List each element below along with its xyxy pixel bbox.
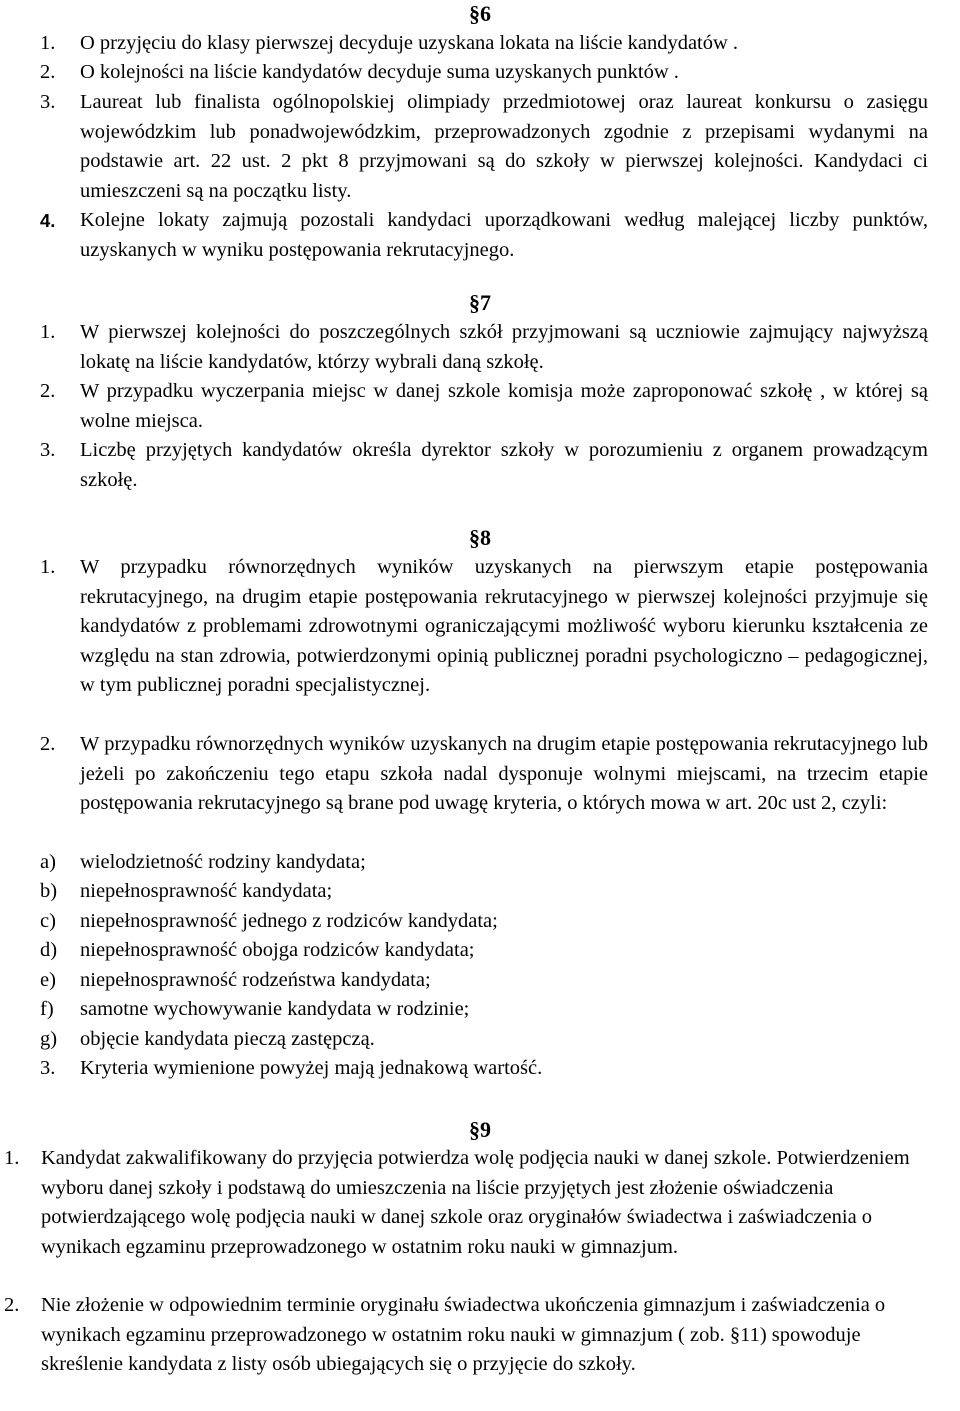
criteria-item-c	[40, 907, 920, 937]
criteria-item-e	[40, 966, 920, 996]
paragraph-8-3	[40, 1054, 920, 1084]
paragraph-number: 3.	[40, 439, 56, 461]
paragraph-9-1	[4, 1144, 954, 1296]
section-heading-8: §8	[469, 525, 491, 550]
criteria-text: niepełnosprawność kandydata;	[80, 880, 333, 902]
criteria-letter: a)	[40, 851, 56, 873]
criteria-item-a	[40, 848, 920, 878]
paragraph-number: 1.	[4, 1147, 20, 1169]
criteria-item-b	[40, 877, 920, 907]
paragraph-number: 1.	[40, 556, 56, 578]
paragraph-number: 2.	[40, 733, 56, 755]
section-heading-6: §6	[469, 1, 491, 26]
criteria-letter: g)	[40, 1028, 58, 1050]
criteria-letter: d)	[40, 939, 58, 961]
paragraph-number: 1.	[40, 32, 56, 54]
paragraph-number: 4.	[40, 210, 56, 231]
criteria-text: wielodzietność rodziny kandydata;	[80, 851, 366, 873]
section-heading-9: §9	[469, 1117, 491, 1142]
paragraph-6-2	[40, 58, 920, 88]
paragraph-text: Kryteria wymienione powyżej mają jednakową wartość.	[80, 1057, 543, 1079]
paragraph-number: 2.	[40, 61, 56, 83]
paragraph-number: 3.	[40, 1057, 56, 1079]
criteria-letter: b)	[40, 880, 58, 902]
paragraph-text: Nie złożenie w odpowiednim terminie oryginału świadectwa ukończenia gimnazjum i zaświadczenia o wynikach egzaminu przeprowadzonego w ostatnim roku nauki w gimnazjum ( zob. §11) spowoduje skreślenie kandydata z listy osób ubiegających się o przyjęcie do szkoły.	[41, 1294, 886, 1376]
paragraph-7-3	[40, 436, 930, 498]
criteria-text: objęcie kandydata pieczą zastępczą.	[80, 1028, 375, 1050]
paragraph-text: W przypadku wyczerpania miejsc w danej szkole komisja może zaproponować szkołę , w której są wolne miejsca.	[80, 380, 928, 432]
paragraph-text: W pierwszej kolejności do poszczególnych szkół przyjmowani są uczniowie zajmujący najwyższą lokatę na liście kandydatów, którzy wybrali daną szkołę.	[80, 321, 928, 373]
paragraph-text: W przypadku równorzędnych wyników uzyskanych na pierwszym etapie postępowania rekrutacyjnego, na drugim etapie postępowania rekrutacyjnego w pierwszej kolejności przyjmuje się kandydatów z problemami zdrowotnymi ograniczającymi możliwość wyboru kierunku kształcenia ze względu na stan zdrowia, potwierdzonymi opinią publicznej poradni psychologiczno – pedagogicznej, w tym publicznej poradni specjalistycznej.	[80, 556, 928, 697]
paragraph-8-2	[40, 730, 930, 852]
paragraph-text: Kolejne lokaty zajmują pozostali kandydaci uporządkowani według malejącej liczby punktów, uzyskanych w wyniku postępowania rekrutacyjnego.	[80, 209, 928, 261]
paragraph-number: 3.	[40, 91, 56, 113]
criteria-text: niepełnosprawność obojga rodziców kandydata;	[80, 939, 475, 961]
criteria-item-f	[40, 995, 920, 1025]
paragraph-9-2	[4, 1291, 954, 1411]
paragraph-6-1	[40, 29, 920, 59]
criteria-letter: f)	[40, 998, 54, 1020]
paragraph-text: Laureat lub finalista ogólnopolskiej olimpiady przedmiotowej oraz laureat konkursu o zasięgu wojewódzkim lub ponadwojewódzkim, przeprowadzonych zgodnie z przepisami wydanymi na podstawie art. 22 ust. 2 pkt 8 przyjmowani są do szkoły w pierwszej kolejności. Kandydaci ci umieszczeni są na początku listy.	[80, 91, 928, 202]
paragraph-text: W przypadku równorzędnych wyników uzyskanych na drugim etapie postępowania rekrutacyjnego lub jeżeli po zakończeniu tego etapu szkoła nadal dysponuje wolnymi miejscami, na trzecim etapie postępowania rekrutacyjnego są brane pod uwagę kryteria, o których mowa w art. 20c ust 2, czyli:	[80, 733, 928, 815]
criteria-letter: e)	[40, 969, 56, 991]
criteria-letter: c)	[40, 910, 56, 932]
criteria-item-d	[40, 936, 920, 966]
paragraph-8-1	[40, 553, 930, 733]
paragraph-6-3	[40, 88, 930, 213]
paragraph-text: Liczbę przyjętych kandydatów określa dyrektor szkoły w porozumieniu z organem prowadzącym szkołę.	[80, 439, 928, 491]
criteria-text: niepełnosprawność rodzeństwa kandydata;	[80, 969, 431, 991]
criteria-text: samotne wychowywanie kandydata w rodzinie;	[80, 998, 470, 1020]
paragraph-text: O przyjęciu do klasy pierwszej decyduje uzyskana lokata na liście kandydatów .	[80, 32, 739, 54]
paragraph-text: O kolejności na liście kandydatów decyduje suma uzyskanych punktów .	[80, 61, 679, 83]
criteria-item-g	[40, 1025, 920, 1055]
paragraph-7-2	[40, 377, 930, 439]
paragraph-7-1	[40, 318, 930, 380]
paragraph-number: 1.	[40, 321, 56, 343]
paragraph-number: 2.	[40, 380, 56, 402]
paragraph-number: 2.	[4, 1294, 20, 1316]
paragraph-6-4	[40, 206, 930, 268]
section-heading-7: §7	[469, 290, 491, 315]
paragraph-text: Kandydat zakwalifikowany do przyjęcia potwierdza wolę podjęcia nauki w danej szkole. Potwierdzeniem wyboru danej szkoły i podstawą do umieszczenia na liście przyjętych jest złożenie oświadczenia potwierdzającego wolę podjęcia nauki w danej szkole oraz oryginałów świadectwa i zaświadczenia o wynikach egzaminu przeprowadzonego w ostatnim roku nauki w gimnazjum.	[41, 1147, 910, 1258]
criteria-text: niepełnosprawność jednego z rodziców kandydata;	[80, 910, 498, 932]
